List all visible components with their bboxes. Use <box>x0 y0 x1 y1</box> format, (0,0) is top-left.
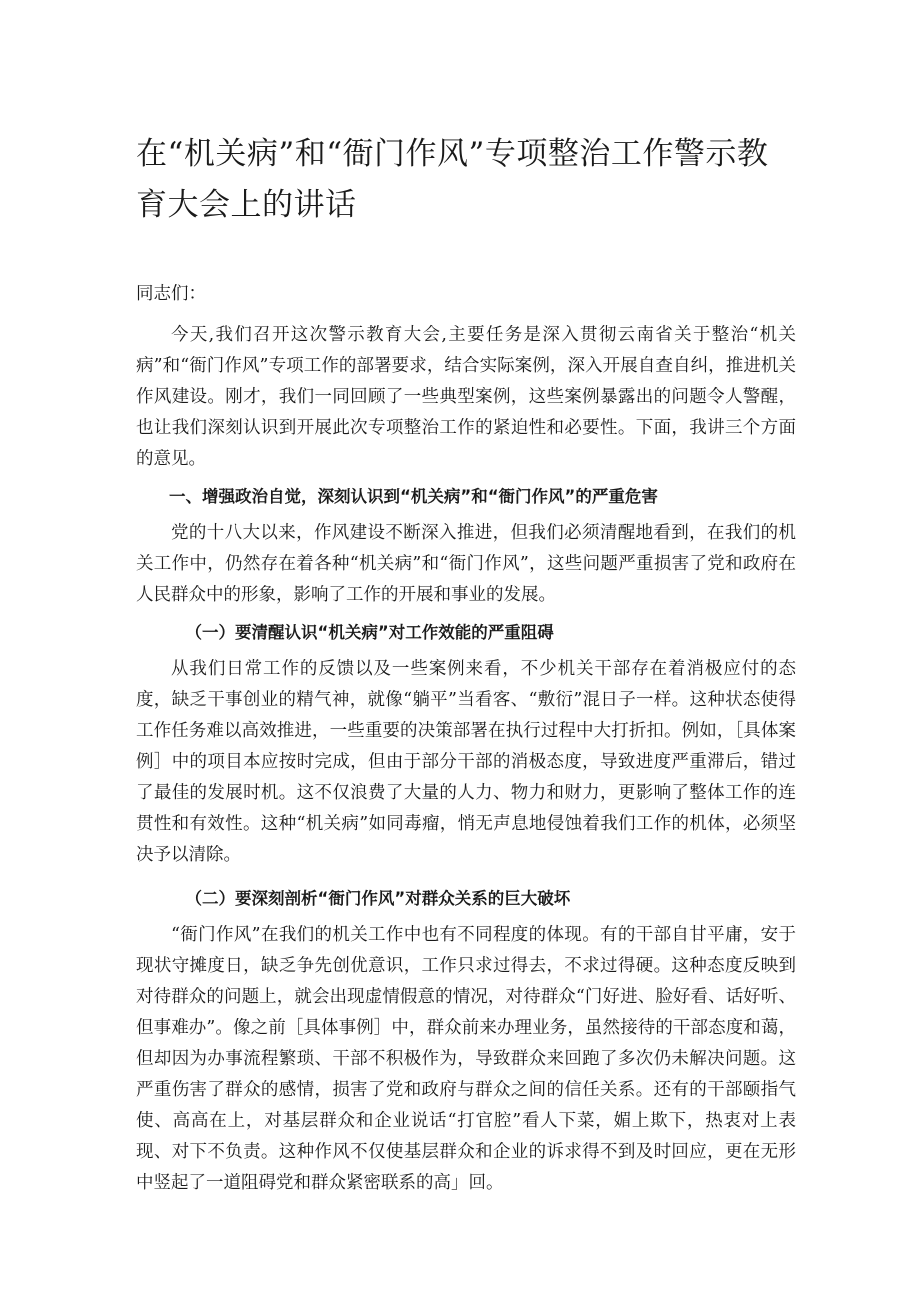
subsection-2-heading: （二）要深刻剖析“衙门作风”对群众关系的巨大破坏 <box>185 889 571 908</box>
salutation: 同志们： <box>136 284 206 304</box>
document-body <box>136 279 796 1205</box>
section-1-paragraph: 党的十八大以来，作风建设不断深入推进，但我们必须清醒地看到，在我们的机关工作中，仍然存在着各种“机关病”和“衙门作风”，这些问题严重损害了党和政府在人民群众中的形象，影响了工作的开展和事业的发展。 <box>136 523 796 605</box>
section-1-heading: 一、增强政治自觉，深刻认识到“机关病”和“衙门作风”的严重危害 <box>169 487 658 506</box>
document-title: 在“机关病”和“衙门作风”专项整治工作警示教育大会上的讲话 <box>136 136 769 223</box>
subsection-1-paragraph: 从我们日常工作的反馈以及一些案例来看，不少机关干部存在着消极应付的态度，缺乏干事创业的精气神，就像“躺平”当看客、“敷衍”混日子一样。这种状态使得工作任务难以高效推进，一些重要的决策部署在执行过程中大打折扣。例如，［具体案例］中的项目本应按时完成，但由于部分干部的消极态度，导致进度严重滞后，错过了最佳的发展时机。这不仅浪费了大量的人力、物力和财力，更影响了整体工作的连贯性和有效性。这种“机关病”如同毒瘤，悄无声息地侵蚀着我们工作的机体，必须坚决予以清除。 <box>136 659 796 865</box>
intro-paragraph: 今天,我们召开这次警示教育大会,主要任务是深入贯彻云南省关于整治“机关病”和“衙门作风”专项工作的部署要求，结合实际案例，深入开展自查自纠，推进机关作风建设。刚才，我们一同回顾了一些典型案例，这些案例暴露出的问题令人警醒，也让我们深刻认识到开展此次专项整治工作的紧迫性和必要性。下面，我讲三个方面的意见。 <box>136 325 796 469</box>
subsection-2-paragraph: “衙门作风”在我们的机关工作中也有不同程度的体现。有的干部自甘平庸，安于现状守摊度日，缺乏争先创优意识，工作只求过得去，不求过得硬。这种态度反映到对待群众的问题上，就会出现虚情假意的情况，对待群众“门好进、脸好看、话好听、但事难办”。像之前［具体事例］中，群众前来办理业务，虽然接待的干部态度和蔼，但却因为办事流程繁琐、干部不积极作为，导致群众来回跑了多次仍未解决问题。这严重伤害了群众的感情，损害了党和政府与群众之间的信任关系。还有的干部颐指气使、高高在上，对基层群众和企业说话“打官腔”看人下菜，媚上欺下，热衷对上表现、对下不负责。这种作风不仅使基层群众和企业的诉求得不到及时回应，更在无形中竖起了一道阻碍党和群众紧密联系的高」回。 <box>136 925 796 1193</box>
subsection-1-heading: （一）要清醒认识“机关病”对工作效能的严重阻碍 <box>185 623 554 642</box>
